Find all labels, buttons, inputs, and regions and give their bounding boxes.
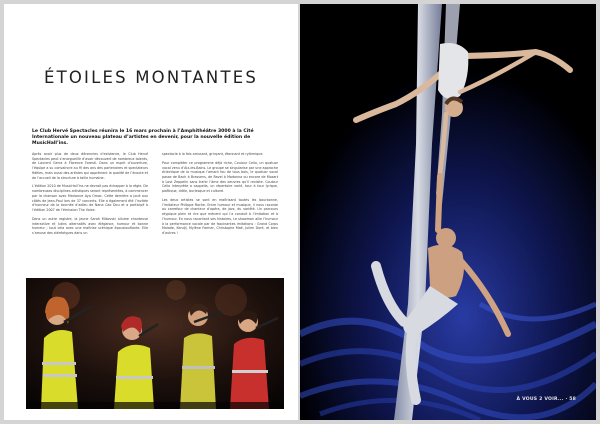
article-lead: Le Club Hervé Spectacles réunira le 16 mars prochain à l’Amphithéâtre 3000 à la Cité Internationale un nouveau plateau d’artistes en devenir, pour la nouvelle édition de MusicHall’ins.	[32, 129, 254, 146]
paragraph: Dans un autre registre, la jeune Sarah Mikovski allume chanteuse interactive et lutins alternatifs avec élégance, humour et bonne humeur ; tout cela avec une maîtrise scénique époustouflante. Elle s’amuse des stéréotypes dans un	[32, 216, 148, 235]
right-page	[300, 4, 596, 420]
paragraph: Après avoir plus de deux décennies d’existence, le Club Hervé Spectacles peut s’enorgueillir d’avoir découvert de nombreux talents, de Laurent Gerra à Florence Foresti. Dans un esprit d’ouverture, l’équipe a su convaincre au fil des ans des partenaires et spectateurs fidèles, mais aussi des artistes qui apprécient la qualité de l’écoute et de l’accueil de la structure à taille humaine.	[32, 152, 148, 180]
article-title: ÉTOILES MONTANTES	[43, 68, 259, 87]
page-folio: À VOUS 2 VOIR... · 58	[516, 397, 576, 402]
left-page	[4, 4, 298, 420]
aerial-acrobats-illustration	[300, 4, 596, 420]
aerial-acrobats-photo	[300, 4, 596, 420]
body-column-1	[32, 152, 148, 240]
paragraph: Pour compléter ce programme déjà riche, Coulour Cello, un quatuor vocal venu d’Aix-les-Bains. Le groupe se singularise par une approche éclectique de la musique l’amant fou de tous bois, le quatuor vocal passe de Bach à Brassens, de Ravel à Madonna ou encore de Mozart à Lost Zeppelin sans trahir l’âme des oeuvres qu’il revisite. Coulour Cello interprète a cappella, un répertoire varié, tour à tour lyrique, poétique, drôle, burlesque et culturel.	[162, 160, 278, 194]
vocal-group-illustration	[26, 278, 284, 409]
paragraph: spectacle à la fois amusant, grinçant, étonnant et rythmique.	[162, 152, 264, 156]
paragraph: Les deux artistes se sont en maîtrisant toutes les bourbonne, l’imitateur Philippe Roche. Entre humour et musique, il nous raconte au carrefour de chanteur d’opéra, de jazz, du variété. Un parcours atypique plein et rire que mènent qui l’a conduit à l’imitation et à l’humour. En nous racontant ses histoires, Le showman allie l’humour à la performance vocale par de fascinantes imitations : Grand Corps Malade, Kendji, Mylène Farmer, Christophe Maé, Julien Doré, et bien d’autres !	[162, 198, 278, 235]
body-column-2	[162, 152, 278, 240]
paragraph: L’édition 2010 de MusicHall’ins ne devrait pas échapper à la règle. De nombreuses disciplines artistiques seront représentées, à commencer par la chanson avec Marianne Aya Omac. Cette dernière a joué aux côtés de Jean-Paul lors de 37 concerts. Elle a également été l’invitée d’honneur de la tournée d’adieu de Nana Cao Dou et a participé à l’édition 2007 de l’émission The Voice.	[32, 184, 148, 212]
vocal-group-photo	[26, 278, 284, 409]
